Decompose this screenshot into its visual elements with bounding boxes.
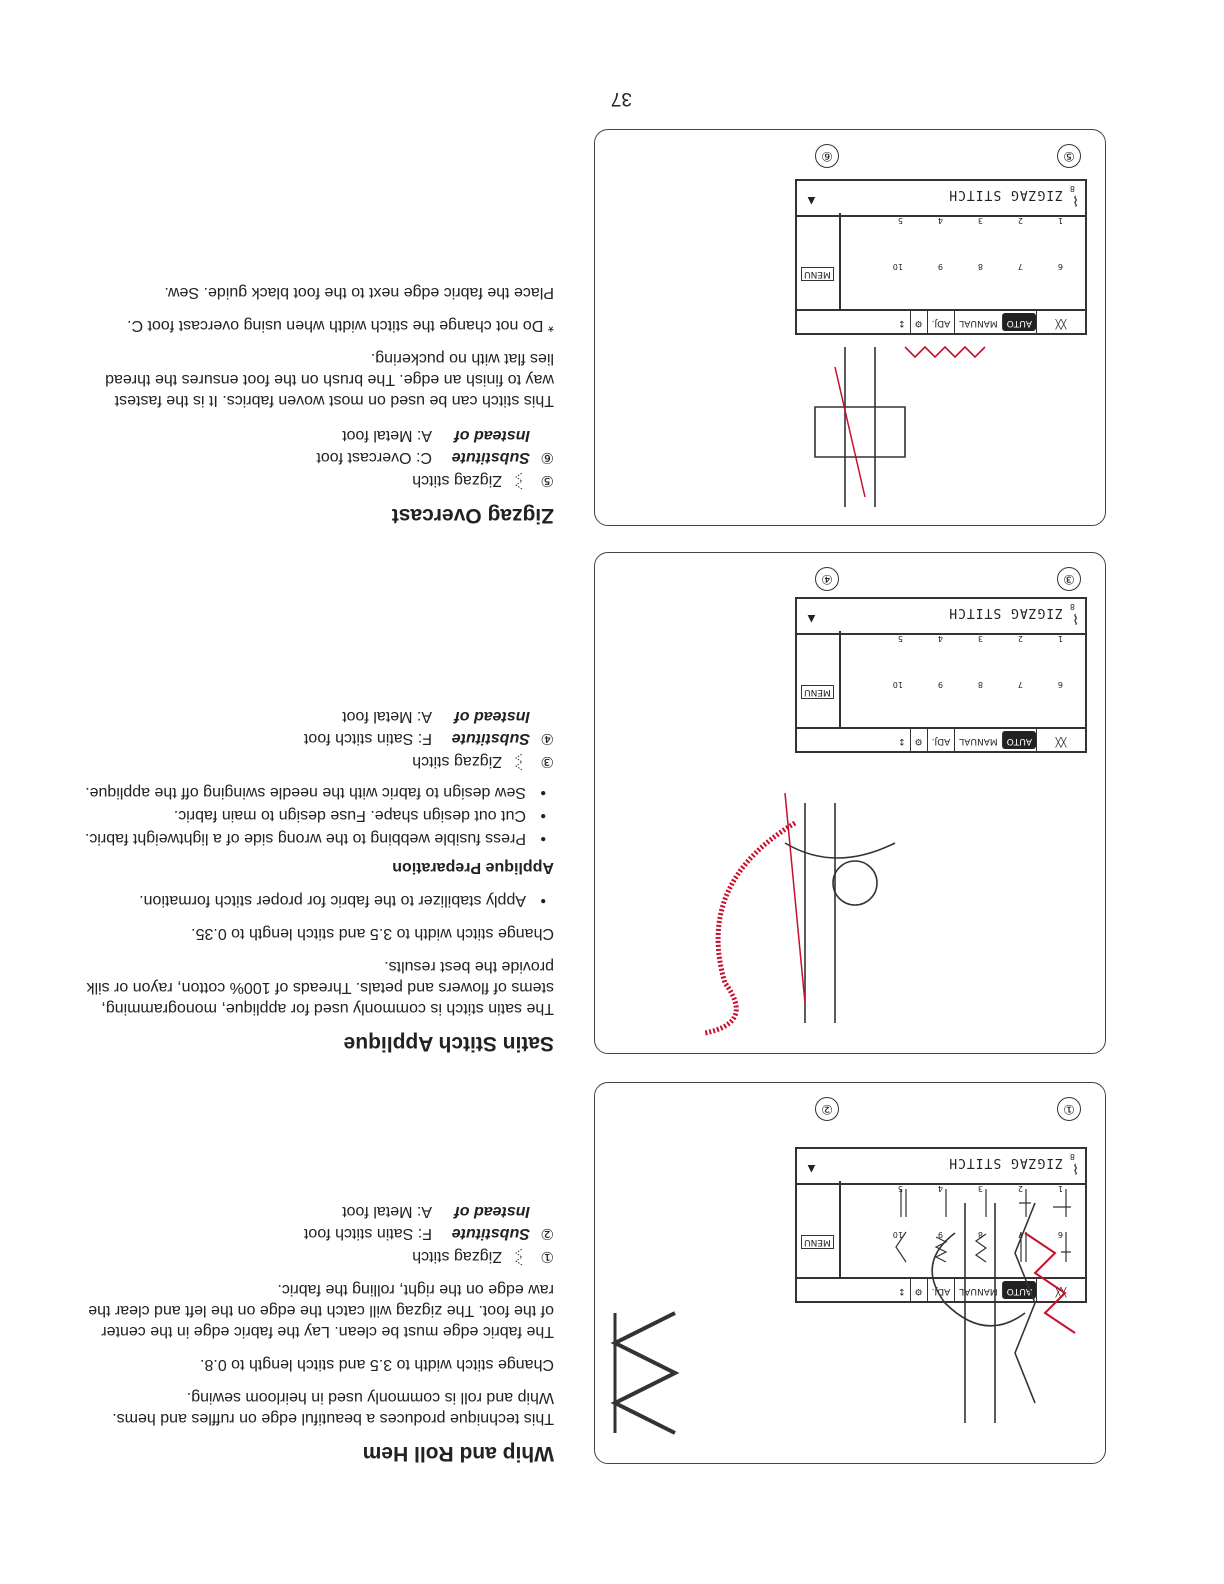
stitch-text: Zigzag stitch <box>412 753 502 770</box>
stitch-slot-number: 5 <box>897 216 903 225</box>
zigzag-icon: ⌇ <box>1072 1161 1079 1177</box>
foot-icon: ▲ <box>805 612 818 627</box>
tab-adj: ADJ. <box>927 729 955 751</box>
paragraph: The fabric edge must be clean. Lay the fabric edge in the center of the foot. The zigzag will catch the edge on the left and clear the raw edge on the right, rolling the fabric. <box>88 1281 554 1340</box>
tab-adj: ADJ. <box>927 1279 955 1301</box>
lcd-side-buttons <box>797 1181 841 1279</box>
stitch-slot-number: 2 <box>1017 216 1023 225</box>
stitch-slot-number: 8 <box>977 262 983 271</box>
stitch-slot-number: 6 <box>1057 680 1063 689</box>
instead-label: Instead of <box>454 708 530 725</box>
stitch-line <box>84 706 554 727</box>
presser-foot-illustration <box>865 1143 1095 1443</box>
stitch-name: ZIGZAG STITCH <box>948 187 1063 202</box>
stitch-slot-number: 5 <box>897 1184 903 1193</box>
figure-panel-whip <box>594 1082 1106 1464</box>
stitch-slot-number: 8 <box>977 680 983 689</box>
tab-adj: ADJ. <box>927 311 955 333</box>
stitch-name: ZIGZAG STITCH <box>948 605 1063 620</box>
menu-button-label: MENU <box>801 267 834 281</box>
foot-text: A: Metal foot <box>342 1203 432 1220</box>
stitch-slot-number: 6 <box>1057 1230 1063 1239</box>
tab-manual: MANUAL <box>954 311 1001 333</box>
figure-label-right: ④ <box>815 567 839 591</box>
applique-satin-edge <box>705 823 795 1033</box>
stitch-line <box>84 1201 554 1222</box>
foot-text: A: Metal foot <box>342 427 432 444</box>
stitch-slot-number: 8 <box>977 1230 983 1239</box>
section-satin-applique <box>84 705 554 1054</box>
menu-button-label: MENU <box>801 1235 834 1249</box>
foot-text: F: Satin stitch foot <box>303 730 432 747</box>
step-number: ④ <box>540 730 554 747</box>
tab-auto: AUTO <box>1002 313 1036 331</box>
figure-label-left: ③ <box>1057 567 1081 591</box>
needle-icon: ↕ <box>898 736 906 746</box>
stitch-line <box>84 728 554 749</box>
bullet-item: • Cut out design shape. Fuse design to main fabric. <box>84 805 554 826</box>
lcd-screen <box>795 179 1087 335</box>
stitch-slot-number: 3 <box>977 1184 983 1193</box>
tab-manual: MANUAL <box>954 1279 1001 1301</box>
stitch-name: ZIGZAG STITCH <box>948 1155 1063 1170</box>
stitch-slot-number: 10 <box>892 680 903 689</box>
substitute-label: Substitute <box>451 1225 530 1242</box>
stitch-slot-number: 6 <box>1057 262 1063 271</box>
paragraph: This stitch can be used on most woven fabrics. It is the fastest way to finish an edge. The brush on the foot ensures the thread lies flat with no puckering. <box>105 350 554 409</box>
bullet-list <box>84 890 554 911</box>
section-whip-and-roll <box>84 1200 554 1464</box>
tab-icons: ╳╳ <box>1036 311 1085 333</box>
foot-text: A: Metal foot <box>342 708 432 725</box>
stitch-slot-number: 7 <box>1017 1230 1023 1239</box>
gear-icon: ⚙ <box>910 311 927 333</box>
instead-label: Instead of <box>454 427 530 444</box>
tab-icons: ╳╳ <box>1036 1279 1085 1301</box>
stitch-slot-number: 1 <box>1057 634 1063 643</box>
figure-label-right: ⑥ <box>815 144 839 168</box>
substitute-label: Substitute <box>451 449 530 466</box>
stitch-slot-number: 9 <box>937 262 943 271</box>
stitch-slot-number: 4 <box>937 634 943 643</box>
stitch-text: Zigzag stitch <box>412 472 502 489</box>
foot-text: C: Overcast foot <box>316 449 432 466</box>
gear-icon: ⚙ <box>910 1279 927 1301</box>
zigzag-sample-illustration <box>605 1303 685 1443</box>
stitch-number: 8 <box>1069 602 1075 611</box>
lcd-side-buttons <box>797 631 841 729</box>
note: * Do not change the stitch width when using overcast foot C. <box>127 317 554 334</box>
lcd-side-buttons <box>797 213 841 311</box>
tab-auto: AUTO <box>1002 731 1036 749</box>
foot-icon: ▲ <box>805 1162 818 1177</box>
paragraph: This technique produces a beautiful edge on ruffles and hems. Whip and roll is commonly used in heirloom sewing. <box>112 1389 554 1427</box>
step-number: ③ <box>540 753 554 770</box>
tab-icons: ╳╳ <box>1036 729 1085 751</box>
stitch-line <box>84 469 554 491</box>
step-number: ② <box>540 1225 554 1242</box>
lcd-tabs <box>797 309 1085 333</box>
paragraph: Place the fabric edge next to the foot black guide. Sew. <box>164 284 554 301</box>
lcd-screen <box>795 597 1087 753</box>
section-title: Satin Stitch Applique <box>343 1032 554 1055</box>
stitch-slot-number: 4 <box>937 1184 943 1193</box>
lcd-bottom-bar <box>797 181 1085 217</box>
zigzag-icon: ⌇ <box>1072 193 1079 209</box>
figure-panel-overcast <box>594 129 1106 526</box>
section-title: Zigzag Overcast <box>391 504 554 527</box>
stitch-text: Zigzag stitch <box>412 1248 502 1265</box>
stitch-slot-number: 2 <box>1017 1184 1023 1193</box>
thread-line <box>1025 1233 1075 1333</box>
stitch-slot-number: 3 <box>977 634 983 643</box>
stitch-slot-number: 2 <box>1017 634 1023 643</box>
thread-line <box>835 367 865 497</box>
zigzag-icon <box>508 750 530 772</box>
substitute-label: Substitute <box>451 730 530 747</box>
zigzag-icon <box>508 469 530 491</box>
stitch-number: 8 <box>1069 184 1075 193</box>
needle-icon: ↕ <box>898 318 906 328</box>
needle-icon: ↕ <box>898 1286 906 1296</box>
bullet-item: • Apply stabilizer to the fabric for proper stitch formation. <box>84 890 554 911</box>
step-number: ⑥ <box>540 449 554 466</box>
paragraph: Change stitch width to 3.5 and stitch length to 0.35. <box>191 925 554 942</box>
stitch-line <box>84 750 554 772</box>
instead-label: Instead of <box>454 1203 530 1220</box>
section-title: Whip and Roll Hem <box>362 1442 554 1465</box>
tab-manual: MANUAL <box>954 729 1001 751</box>
zigzag-icon <box>508 1245 530 1267</box>
bullet-list <box>84 782 554 849</box>
stitch-number: 8 <box>1069 1152 1075 1161</box>
applique-illustration <box>655 763 955 1043</box>
paragraph: Change stitch width to 3.5 and stitch length to 0.8. <box>200 1356 554 1373</box>
stitch-slot-number: 9 <box>937 680 943 689</box>
stitch-line <box>84 1245 554 1267</box>
lcd-bottom-bar <box>797 599 1085 635</box>
page-number: 37 <box>610 88 632 109</box>
stitch-slot-number: 4 <box>937 216 943 225</box>
stitch-slot-number: 1 <box>1057 1184 1063 1193</box>
figure-label-left: ① <box>1057 1097 1081 1121</box>
stitch-slot-number: 5 <box>897 634 903 643</box>
stitch-slot-number: 10 <box>892 262 903 271</box>
sub-title: Applique Preparation <box>392 859 554 876</box>
stitch-line <box>84 1223 554 1244</box>
figure-panel-satin <box>594 552 1106 1054</box>
section-zigzag-overcast <box>84 270 554 526</box>
stitch-slot-number: 7 <box>1017 680 1023 689</box>
stitch-line <box>84 425 554 446</box>
overcast-foot-illustration <box>735 337 995 517</box>
foot-text: F: Satin stitch foot <box>303 1225 432 1242</box>
stitch-slot-number: 7 <box>1017 262 1023 271</box>
menu-button-label: MENU <box>801 685 834 699</box>
figure-label-left: ⑤ <box>1057 144 1081 168</box>
foot-icon: ▲ <box>805 194 818 209</box>
bullet-item: • Sew design to fabric with the needle swinging off the applique. <box>84 782 554 803</box>
stitch-line <box>84 447 554 468</box>
stitch-slot-number: 9 <box>937 1230 943 1239</box>
overcast-stitch-edge <box>905 347 985 357</box>
zigzag-icon: ⌇ <box>1072 611 1079 627</box>
figure-label-right: ② <box>815 1097 839 1121</box>
stitch-slot-number: 3 <box>977 216 983 225</box>
tab-auto: AUTO <box>1002 1281 1036 1299</box>
stitch-slot-number: 1 <box>1057 216 1063 225</box>
step-number: ⑤ <box>540 472 554 489</box>
bullet-item: • Press fusible webbing to the wrong side of a lightweight fabric. <box>84 828 554 849</box>
step-number: ① <box>540 1248 554 1265</box>
gear-icon: ⚙ <box>910 729 927 751</box>
lcd-tabs <box>797 727 1085 751</box>
stitch-slot-number: 10 <box>892 1230 903 1239</box>
paragraph: The satin stitch is commonly used for applique, monogramming, stems of flowers and petals. Threads of 100% cotton, rayon or silk provide the best results. <box>86 958 554 1017</box>
